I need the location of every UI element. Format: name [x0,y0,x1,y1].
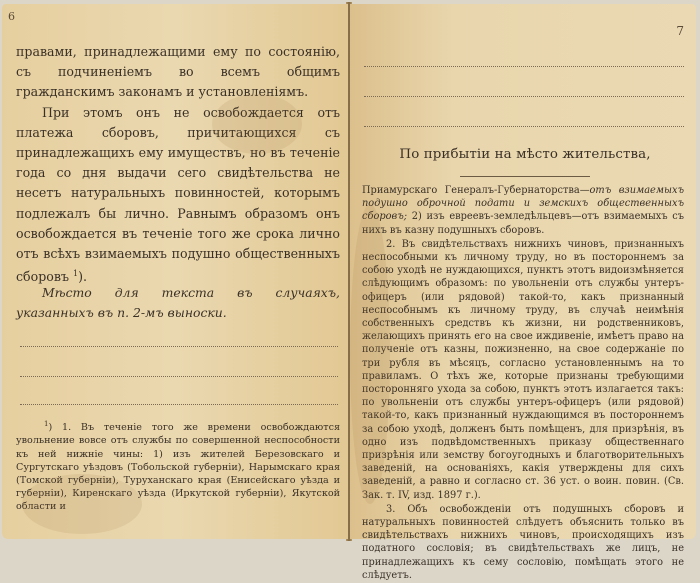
right-body-text [362,184,684,583]
footnote-text: ) 1. Въ теченіе того же времени освобождаются увольнение вовсе отъ службы по совершенной неспособности къ ней нижніе чины: 1) изъ жителей Березовскаго и Сургутскаго уѣздовъ (Тобольской губерніи), Нарымскаго края (Томской губерніи), Туруханскаго края (Енисейскаго уѣзда и губерніи), Киренскаго уѣзда (Иркутской губерніи), Якутской области и [16,422,340,513]
paragraph-part: 2) изъ евреевъ-земледѣльцевъ—отъ взимаемыхъ съ нихъ въ казну подушныхъ сборовъ. [362,211,684,236]
paragraph-part: Приамурскаго Генералъ-Губернаторства— [362,185,590,196]
paper-stain [350,204,390,504]
paragraph-continuation-right [362,184,684,237]
page-number-right: 7 [676,24,684,38]
footnote-number: 1 [44,420,49,428]
paper-stain [212,94,302,154]
left-page [2,4,348,539]
right-page [350,4,696,581]
blank-line [20,376,338,377]
text-placeholder-note: Мѣсто для текста въ случаяхъ, указанныхъ въ п. 2-мъ выноски. [16,285,340,320]
section-heading: По прибытіи на мѣсто жительства, [399,147,651,162]
blank-line [364,96,684,97]
blank-line [364,126,684,127]
heading-rule [460,176,590,177]
paper-stain [22,474,142,534]
left-main-text [16,42,340,288]
blank-line [20,404,338,405]
blank-line [364,66,684,67]
paragraph-point-3: 3. Объ освобожденіи отъ подушныхъ сборовъ и натуральныхъ повинностей слѣдуетъ объяснить только въ свидѣтельствахъ нижнихъ чиновъ, происходящихъ изъ податного сословія; въ свидѣтельствахъ же лицъ, не принадлежащихъ къ сему сословію, помѣщать этого не слѣдуетъ. [362,503,684,581]
paragraph-continuation: правами, принадлежащими ему по состоянію, съ подчиненіемъ во всемъ общимъ гражданскимъ законамъ и установленіямъ. [16,44,340,100]
paragraph-exemption-text: При этомъ онъ не освобождается отъ платежа сборовъ, причитающихся съ принадлежащихъ ему имуществъ, но въ теченіе года со дня выдачи сего свидѣтельства не несетъ натуральныхъ повинностей, которымъ подлежалъ бы лично. Равнымъ образомъ онъ освобождается въ теченіе того же срока лично отъ всѣхъ взимаемыхъ подушно общественныхъ сборовъ [16,104,340,285]
italic-phrase: отъ взимаемыхъ подушно оброчной подати и земскихъ общественныхъ сборовъ; [362,185,684,223]
paragraph-point-2: 2. Въ свидѣтельствахъ нижнихъ чиновъ, признанныхъ неспособными къ личному труду, но въ постороннемъ за собою уходѣ не нуждающихся, пунктъ этотъ видоизмѣняется слѣдующимъ образомъ: по увольненіи отъ службы унтеръ-офицеръ (или рядовой) такой-то, какъ признанный неспособнымъ къ личному труду, въ случаѣ неимѣнія собственныхъ средствъ къ жизни, ни родственниковъ, желающихъ принять его на свое иждивеніе, имѣетъ право на полученіе отъ казны, пожизненно, на свое содержаніе по три рубля въ мѣсяцъ, согласно установленнымъ на то правиламъ. О тѣхъ же, которые признаны требующими посторонняго ухода за собою, пунктъ этотъ излагается такъ: по увольненіи отъ службы унтеръ-офицеръ (или рядовой) такой-то, какъ признанный нуждающимся въ постороннемъ за собою уходѣ, долженъ быть помѣщенъ, для призрѣнія, въ одно изъ подвѣдомственныхъ приказу общественнаго призрѣнія или земству богоугодныхъ и благотворительныхъ заведеній, на основаніяхъ, какія утверждены для сихъ заведеній, а равно и согласно ст. 36 уст. о воин. повин. (Св. Зак. т. IV, изд. 1897 г.). [362,238,684,501]
blank-line [20,346,338,347]
page-number-left: 6 [8,10,15,23]
footnote-reference: 1 [72,269,79,279]
footnote-reference-suffix: ). [78,269,87,285]
